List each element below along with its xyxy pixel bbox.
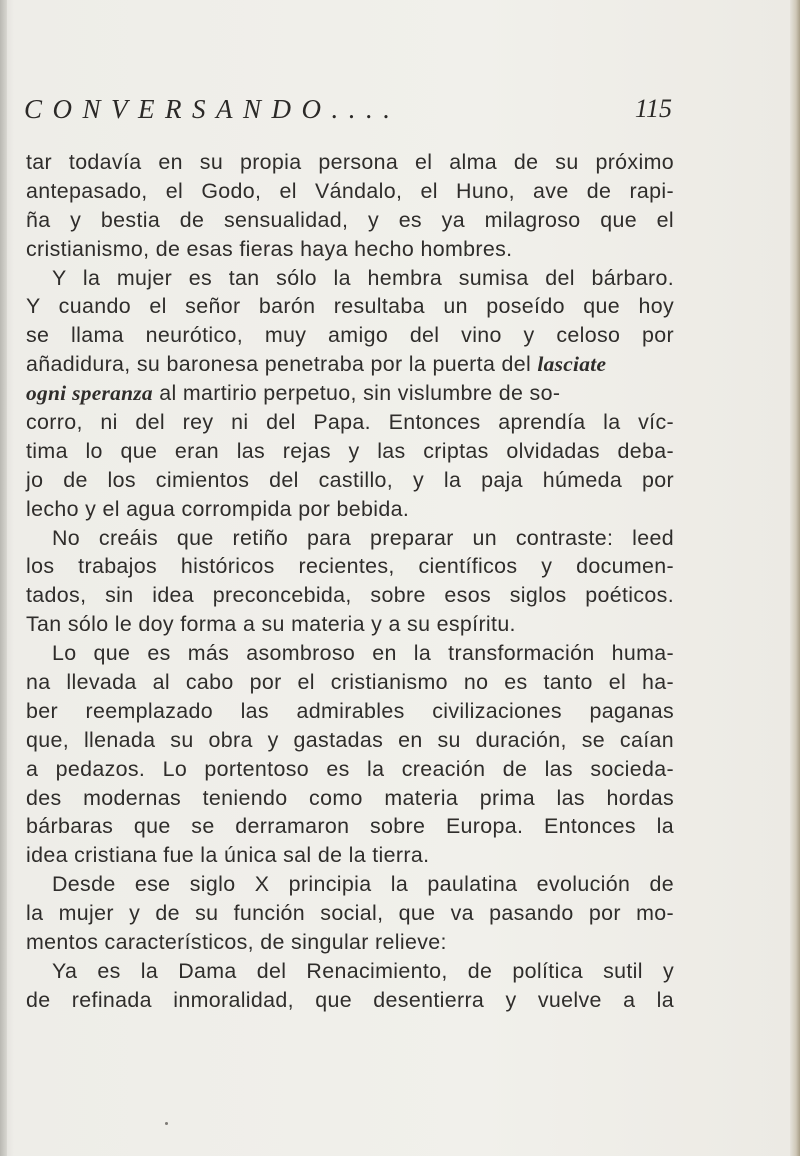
text-line: ber reemplazado las admirables civilizaciones paganas [26, 698, 674, 723]
text-line: los trabajos históricos recientes, científicos y documen- [26, 554, 674, 579]
running-head: CONVERSANDO.... [24, 94, 401, 124]
text-line: tados, sin idea preconcebida, sobre esos siglos poéticos. [26, 583, 674, 608]
text-line: mentos característicos, de singular relieve: [26, 930, 447, 955]
text-line: la mujer y de su función social, que va pasando por mo- [26, 901, 674, 926]
text-line: cristianismo, de esas fieras haya hecho hombres. [26, 236, 513, 261]
text-line: que, llenada su obra y gastadas en su duración, se caían [26, 727, 674, 752]
text-line: Lo que es más asombroso en la transformación huma- [52, 641, 674, 666]
text-line [26, 350, 674, 379]
paper-speck [165, 1122, 168, 1125]
text-line: des modernas teniendo como materia prima las hordas [26, 785, 674, 810]
text-line: jo de los cimientos del castillo, y la paja húmeda por [26, 467, 674, 492]
body-text [26, 148, 674, 1015]
page-left-edge [0, 0, 7, 1156]
text-line: Desde ese siglo X principia la paulatina evolución de [52, 872, 674, 897]
text-line: a pedazos. Lo portentoso es la creación de las socieda- [26, 756, 674, 781]
text-line: ña y bestia de sensualidad, y es ya milagroso que el [26, 207, 674, 232]
text-line: Y la mujer es tan sólo la hembra sumisa del bárbaro. [52, 265, 674, 290]
text-line: idea cristiana fue la única sal de la tierra. [26, 843, 430, 868]
text-line: tima lo que eran las rejas y las criptas olvidadas deba- [26, 438, 674, 463]
text-fragment: al martirio perpetuo, sin vislumbre de so- [152, 381, 561, 406]
text-line: lecho y el agua corrompida por bebida. [26, 496, 410, 521]
italic-phrase: lasciate [537, 352, 607, 377]
italic-phrase: ogni speranza [26, 381, 153, 406]
text-line: corro, ni del rey ni del Papa. Entonces aprendía la víc- [26, 410, 674, 435]
text-line: de refinada inmoralidad, que desentierra y vuelve a la [26, 987, 674, 1012]
text-line [26, 379, 674, 408]
text-line: No creáis que retiño para preparar un contraste: leed [52, 525, 674, 550]
text-line: Ya es la Dama del Renacimiento, de política sutil y [52, 958, 674, 983]
page-header [24, 94, 672, 128]
page-number: 115 [634, 94, 672, 123]
text-line: antepasado, el Godo, el Vándalo, el Huno, ave de rapi- [26, 178, 674, 203]
text-line: bárbaras que se derramaron sobre Europa. Entonces la [26, 814, 674, 839]
text-fragment: añadidura, su baronesa penetraba por la puerta del [26, 352, 538, 377]
page-right-edge [790, 0, 800, 1156]
text-line: na llevada al cabo por el cristianismo no es tanto el ha- [26, 670, 674, 695]
text-line: Tan sólo le doy forma a su materia y a su espíritu. [26, 612, 516, 637]
text-line: se llama neurótico, muy amigo del vino y celoso por [26, 323, 674, 348]
text-line: tar todavía en su propia persona el alma de su próximo [26, 150, 674, 174]
text-line: Y cuando el señor barón resultaba un poseído que hoy [26, 294, 674, 319]
